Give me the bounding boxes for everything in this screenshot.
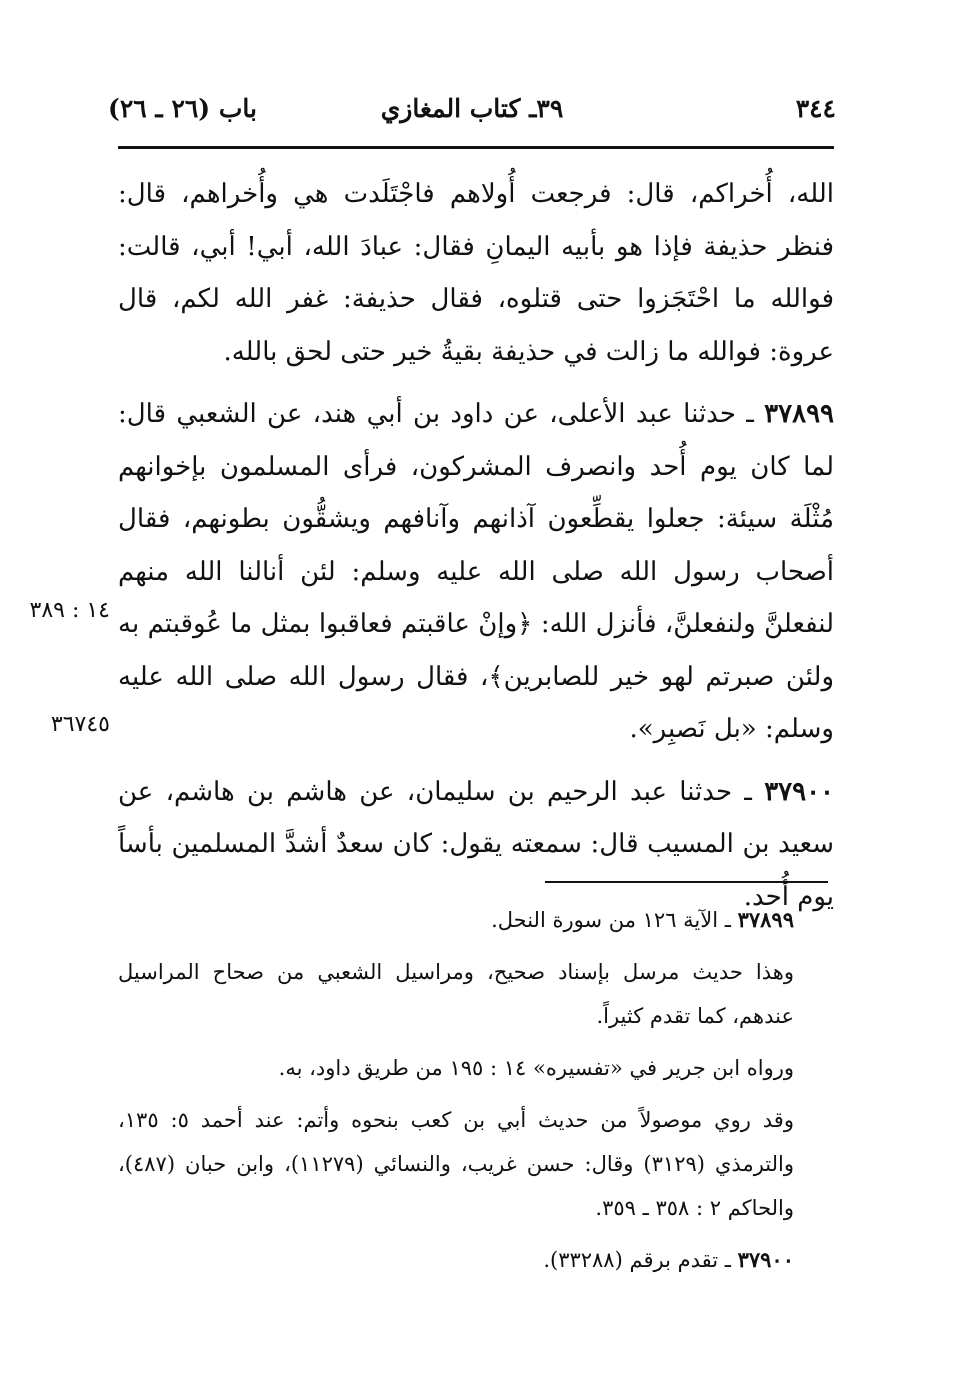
footnote: [118, 950, 834, 1038]
footnote: [118, 1046, 834, 1090]
main-text: [118, 168, 834, 933]
paragraph-text: الله، أُخراكم، قال: فرجعت أُولاهم فاجْتَلَدت هي وأُخراهم، قال: فنظر حذيفة فإذا هو بأبيه اليمانِ فقال: عبادَ الله، أبي! أبي، قالت: فوالله ما احْتَجَزوا حتى قتلوه، فقال حذيفة: غفر الله لكم، قال عروة: فوالله ما زالت في حذيفة بقيةُ خير حتى لحق بالله.: [118, 179, 834, 367]
hadith-37899: [118, 388, 834, 756]
footnote-text: ورواه ابن جرير في «تفسيره» ١٤ : ١٩٥ من طريق داود، به.: [278, 1056, 794, 1080]
margin-reference: ٣٦٧٤٥: [50, 712, 110, 737]
footnote-text: ـ تقدم برقم (٣٣٢٨٨).: [543, 1248, 731, 1272]
paragraph-text: ـ حدثنا عبد الرحيم بن سليمان، عن هاشم بن هاشم، عن سعيد بن المسيب قال: سمعته يقول: كان سعدٌ أشدَّ المسلمين بأساً يوم أُحد.: [118, 776, 834, 912]
margin-reference: ١٤ : ٣٨٩: [29, 598, 110, 623]
footnote-number: ٣٧٩٠٠: [737, 1247, 794, 1272]
footnote-number: ٣٧٨٩٩: [737, 907, 794, 932]
header-rule: [118, 146, 834, 149]
footnote-rule: [545, 881, 828, 883]
paragraph-text: ـ حدثنا عبد الأعلى، عن داود بن أبي هند، عن الشعبي قال: لما كان يوم أُحد وانصرف المشركون، فرأى المسلمون بإخوانهم مُثْلَة سيئة: جعلوا يقطِّعون آذانهم وآنافهم ويشقُّون بطونهم، فقال أصحاب رسول الله صلى الله عليه وسلم: لئن أنالنا الله منهم لنفعلنَّ ولنفعلنَّ، فأنزل الله: ﴿وإنْ عاقبتم فعاقبوا بمثل ما عُوقبتم به ولئن صبرتم لهو خير للصابرين﴾، فقال رسول الله صلى الله عليه وسلم: «بل نَصبِر».: [118, 399, 834, 744]
footnotes: [118, 898, 834, 1290]
hadith-number: ٣٧٨٩٩: [764, 399, 834, 429]
book-title: ٣٩ـ كتاب المغازي: [380, 94, 564, 123]
page-number: ٣٤٤: [795, 94, 836, 123]
footnote: [118, 898, 834, 942]
footnote-text: وهذا حديث مرسل بإسناد صحيح، ومراسيل الشعبي من صحاح المراسيل عندهم، كما تقدم كثيراً.: [118, 960, 794, 1028]
footnote-text: ـ الآية ١٢٦ من سورة النحل.: [491, 908, 731, 932]
footnote: [118, 1098, 834, 1230]
chapter-label: باب (٢٦ ـ ٢٦): [108, 94, 257, 123]
footnote-text: وقد روي موصولاً من حديث أبي بن كعب بنحوه وأتم: عند أحمد ٥: ١٣٥، والترمذي (٣١٢٩) وقال: حسن غريب، والنسائي (١١٢٧٩)، وابن حبان (٤٨٧)، والحاكم ٢ : ٣٥٨ ـ ٣٥٩.: [118, 1108, 794, 1220]
hadith-number: ٣٧٩٠٠: [764, 776, 835, 807]
page-header: [108, 90, 836, 134]
paragraph-continuation: [118, 168, 834, 378]
footnote: [118, 1238, 834, 1282]
